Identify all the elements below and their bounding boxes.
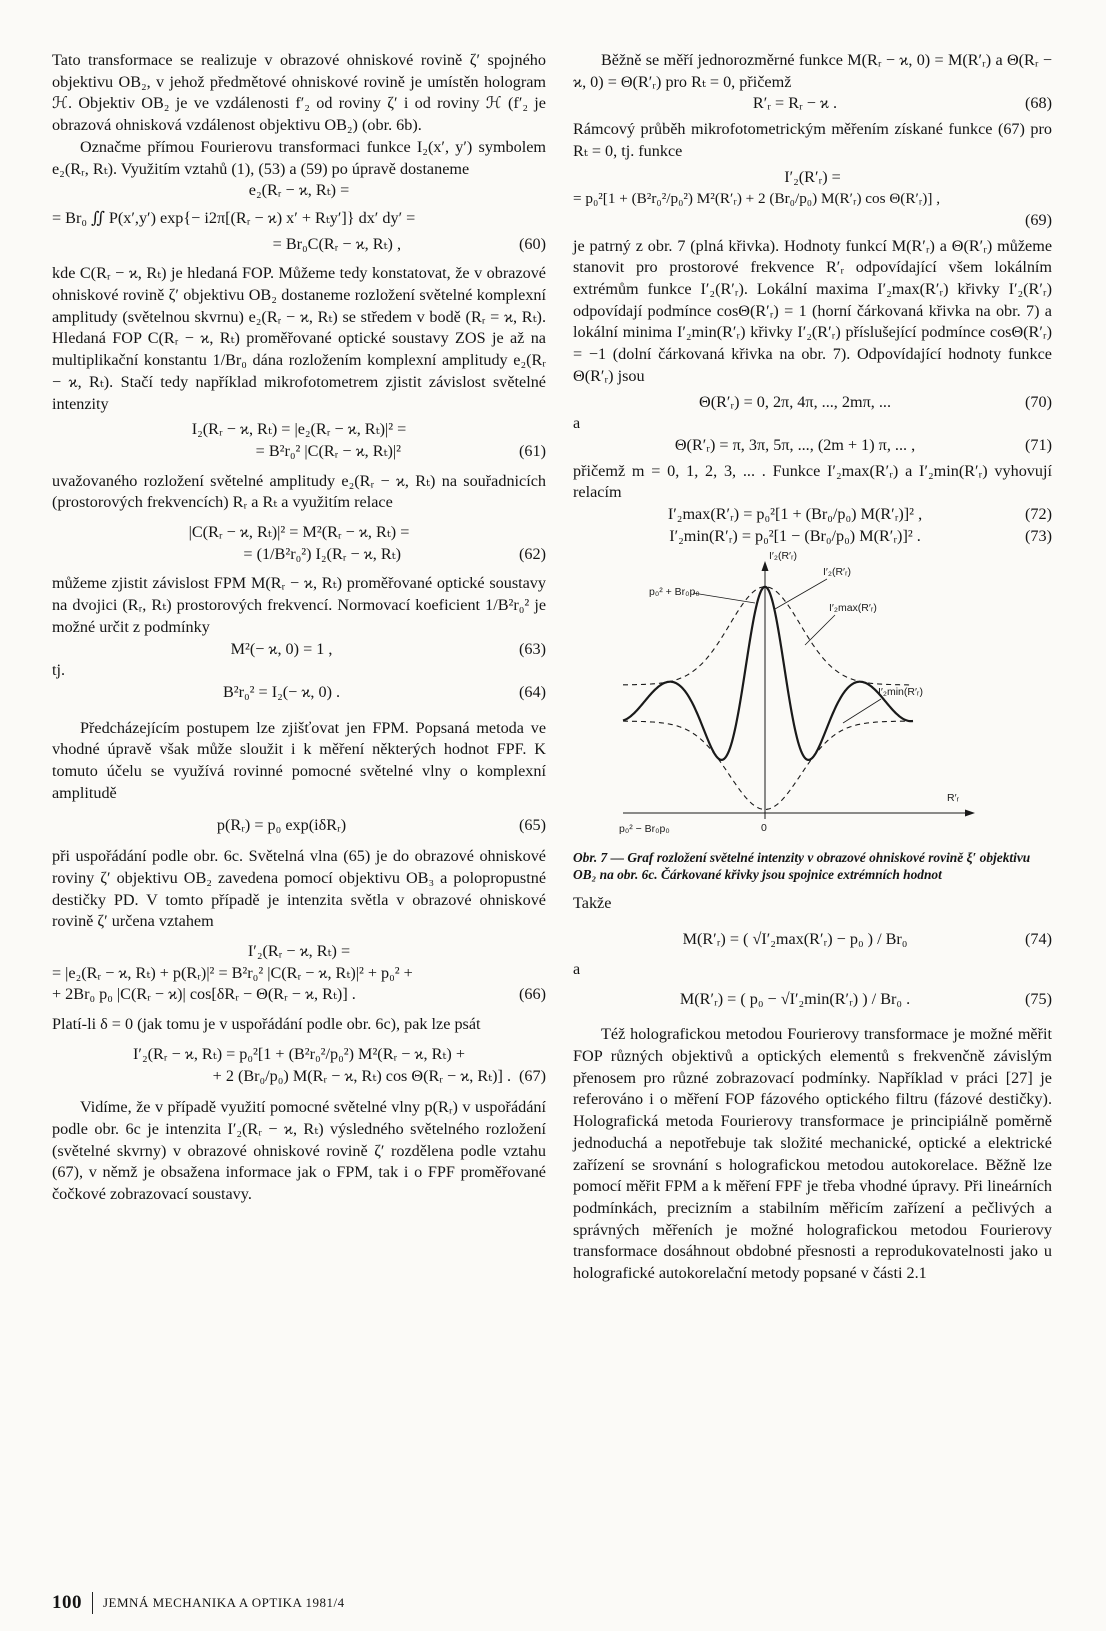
origin-label: 0 (761, 822, 767, 835)
equation-70: Θ(R′ᵣ) = 0, 2π, 4π, ..., 2mπ, ... (70) (699, 392, 1052, 411)
paragraph: uvažovaného rozložení světelné amplitudy e₂(Rᵣ − ϰ, Rₜ) na souřadnicích (prostorových frekvencích) Rᵣ a Rₜ a využitím relace (52, 471, 546, 512)
tj-label: tj. (52, 661, 66, 680)
lower-envelope-curve (623, 722, 913, 810)
leader-line (843, 699, 881, 723)
and-label: a (573, 414, 581, 433)
left-column (52, 50, 546, 1206)
takze-label: Takže (573, 894, 612, 913)
equation-72: I′₂max(R′ᵣ) = p₀²[1 + (Br₀/p₀) M(R′ᵣ)]² , (72) (667, 505, 1052, 524)
footer-divider (92, 1592, 93, 1614)
equation-67-line2: + 2 (Br₀/p₀) M(Rᵣ − ϰ, Rₜ) cos Θ(Rᵣ − ϰ, Rₜ)] . (67) (212, 1066, 546, 1085)
bottom-value-label: p₀² − Br₀p₀ (619, 823, 670, 836)
paragraph: Předcházejícím postupem lze zjišťovat jen FPM. Popsaná metoda ve vhodné úpravě však může sloužit i k měření některých hodnot FPF. K tomuto účelu se využívá rovinné pomocné světelné vlny o komplexní amplitudě (52, 718, 546, 802)
intensity-graph (573, 547, 1052, 847)
equation-64: B²r₀² = I₂(− ϰ, 0) . (64) (222, 682, 546, 701)
equation-60-line1: e₂(Rᵣ − ϰ, Rₜ) = (248, 181, 350, 200)
page-footer (52, 1592, 345, 1614)
leader-line (775, 579, 827, 609)
min-curve-label: I′₂min(R′ᵣ) (878, 686, 923, 699)
figure-caption: Obr. 7 — Graf rozložení světelné intenzity v obrazové ohniskové rovině ξ′ objektivu OB₂ na obr. 6c. Čárkované křivky jsou spojnice extrémních hodnot (573, 850, 1031, 883)
right-column (573, 50, 1052, 1285)
equation-73: I′₂min(R′ᵣ) = p₀²[1 − (Br₀/p₀) M(R′ᵣ)]² . (73) (669, 526, 1052, 545)
equation-61-line1: I₂(Rᵣ − ϰ, Rₜ) = |e₂(Rᵣ − ϰ, Rₜ)|² = (191, 420, 407, 439)
equation-62-line1: |C(Rᵣ − ϰ, Rₜ)|² = M²(Rᵣ − ϰ, Rₜ) = (188, 523, 410, 542)
equation-74: M(R′ᵣ) = ( √I′₂max(R′ᵣ) − p₀ ) / Br₀ (74) (682, 930, 1052, 949)
equation-65: p(Rᵣ) = p₀ exp(iδRᵣ) (65) (216, 815, 546, 834)
paragraph: Běžně se měří jednorozměrné funkce M(Rᵣ − ϰ, 0) = M(R′ᵣ) a Θ(Rᵣ − ϰ, 0) = Θ(R′ᵣ) pro Rₜ = 0, přičemž (573, 51, 1052, 91)
equation-66-line3: + 2Br₀ p₀ |C(Rᵣ − ϰ)| cos[δRᵣ − Θ(Rᵣ − ϰ, Rₜ)] . (66) (52, 985, 546, 1004)
equation-60-line3: = Br₀C(Rᵣ − ϰ, Rₜ) , (60) (52, 234, 546, 256)
figure-7 (573, 547, 1052, 847)
page-number: 100 (52, 1592, 82, 1613)
equation-62-line2: = (1/B²r₀²) I₂(Rᵣ − ϰ, Rₜ) (62) (243, 544, 546, 563)
paragraph: Vidíme, že v případě využití pomocné světelné vlny p(Rᵣ) v uspořádání podle obr. 6c je intenzita I′₂(Rᵣ − ϰ, Rₜ) výsledného světelného rozložení (světelné skvrny) v obrazové ohniskové rovině ζ′ rozdělena podle vztahu (67), v němž je obsažena informace jak o FPM, tak i o FPF proměřované čočkové zobrazovací soustavy. (52, 1098, 546, 1204)
paragraph: je patrný z obr. 7 (plná křivka). Hodnoty funkcí M(R′ᵣ) a Θ(R′ᵣ) můžeme stanovit pro prostorové frekvence R′ᵣ odpovídající všem lokálním extrémům funkce I′₂(R′ᵣ). Lokální maxima I′₂max(R′ᵣ) křivky I′₂(R′ᵣ) odpovídají podmínce cosΘ(R′ᵣ) = 1 (horní čárkovaná křivka na obr. 7) a lokální minima I′₂min(R′ᵣ) křivky I′₂(R′ᵣ) příslušející podmínce cosΘ(R′ᵣ) = −1 (dolní čárkovaná křivka na obr. 7). Odpovídající hodnoty funkce Θ(R′ᵣ) jsou (573, 236, 1052, 385)
paragraph: Platí-li δ = 0 (jak tomu je v uspořádání podle obr. 6c), pak lze psát (52, 1015, 481, 1034)
equation-63: M²(− ϰ, 0) = 1 , (63) (230, 639, 546, 658)
paragraph: při uspořádání podle obr. 6c. Světelná vlna (65) je do obrazové ohniskové roviny ζ′ objektivu OB₂ zavedena pomocí objektivu OB₃ a polopropustné destičky PD. V tomto případě je intenzita světla v obrazové ohniskové rovině ζ′ určena vztahem (52, 847, 546, 931)
paragraph: Tato transformace se realizuje v obrazové ohniskové rovině ζ′ spojného objektivu OB₂, v jehož předmětové ohniskové rovině je umístěn hologram ℋ. Objektiv OB₂ je ve vzdálenosti f′₂ od roviny ζ′ i od roviny ℋ (f′₂ je obrazová ohnisková vzdálenost objektivu OB₂) (obr. 6b). (52, 51, 546, 135)
equation-60-line2: = Br₀ ∬ P(x′,y′) exp{− i2π[(Rᵣ − ϰ) x′ + Rₜy′]} dx′ dy′ = (52, 208, 416, 227)
equation-75: M(R′ᵣ) = ( p₀ − √I′₂min(R′ᵣ) ) / Br₀ . (75) (679, 989, 1052, 1008)
y-axis-label: I′₂(R′ᵣ) (769, 550, 798, 563)
equation-66-line1: I′₂(Rᵣ − ϰ, Rₜ) = (247, 942, 351, 961)
paragraph: Označme přímou Fourierovu transformaci funkce I₂(x′, y′) symbolem e₂(Rᵣ, Rₜ). Využitím vztahů (1), (53) a (59) po úpravě dostaneme (52, 137, 546, 178)
equation-69-line1: I′₂(R′ᵣ) = (784, 167, 841, 186)
curve-label: I′₂(R′ᵣ) (823, 566, 852, 579)
equation-number: (60) (519, 234, 546, 253)
leader-line (805, 615, 835, 645)
y-axis-arrow (762, 561, 769, 571)
equation-61-line2: = B²r₀² |C(Rᵣ − ϰ, Rₜ)|² (61) (255, 441, 546, 460)
journal-name: JEMNÁ MECHANIKA A OPTIKA 1981/4 (103, 1595, 345, 1610)
top-value-label: p₀² + Br₀p₀ (649, 586, 700, 599)
equation-69-number: (69) (1025, 210, 1052, 229)
paragraph: přičemž m = 0, 1, 2, 3, ... . Funkce I′₂max(R′ᵣ) a I′₂min(R′ᵣ) vyhovují relacím (573, 461, 1052, 502)
equation-68: R′ᵣ = Rᵣ − ϰ . (68) (752, 94, 1052, 113)
max-curve-label: I′₂max(R′ᵣ) (829, 602, 877, 615)
paragraph: Též holografickou metodou Fourierovy transformace je možné měřit FOP různých objektivů a optických elementů s frekvenčně závislým přenosem pro různé zobrazovací podmínky. Například v práci [27] je referováno i o měření FOP fázového optického filtru (fázové destičky). Holografická metoda Fourierovy transformace je principiálně poměrně jednoduchá a nepotřebuje tak složité mechanické, optické a elektrické zařízení se srovnání s holografickou metodou autokorelace. Běžně lze pomocí měřit FPM a k měření FPF je třeba vhodné úpravy. Při lineárních podmínkách, precizním a stabilním měřicím zařízení a pečlivých a správných měřeních je možné holografickou metodou Fourierovy transformace dosáhnout obdobné přesnosti a reprodukovatelnosti jako u holografické autokorelační metody popsané v části 2.1 (573, 1025, 1052, 1283)
equation-67-line1: I′₂(Rᵣ − ϰ, Rₜ) = p₀²[1 + (B²r₀²/p₀²) M²(Rᵣ − ϰ, Rₜ) + (133, 1044, 465, 1063)
equation-66-line2: = |e₂(Rᵣ − ϰ, Rₜ) + p(Rᵣ)|² = B²r₀² |C(Rᵣ − ϰ, Rₜ)|² + p₀² + (52, 963, 413, 982)
equation-71: Θ(R′ᵣ) = π, 3π, 5π, ..., (2m + 1) π, ... , (71) (674, 435, 1052, 454)
x-axis-arrow (965, 810, 975, 817)
paragraph: kde C(Rᵣ − ϰ, Rₜ) je hledaná FOP. Můžeme tedy konstatovat, že v obrazové ohniskové rovině ζ′ objektivu OB₂ dostaneme rozložení světelné komplexní amplitudy (světelnou skvrnu) e₂(Rᵣ − ϰ, Rₜ) se středem v bodě (Rᵣ = ϰ, Rₜ). Hledaná FOP C(Rᵣ − ϰ, Rₜ) proměřované optické soustavy ZOS je až na multiplikační konstantu 1/Br₀ dána rozložením komplexní amplitudy e₂(Rᵣ − ϰ, Rₜ). Stačí tedy například mikrofotometrem zjistit závislost světelné intenzity (52, 264, 546, 413)
equation-69-line2: = p₀²[1 + (B²r₀²/p₀²) M²(R′ᵣ) + 2 (Br₀/p₀) M(R′ᵣ) cos Θ(R′ᵣ)] , (573, 190, 941, 208)
paragraph: můžeme zjistit závislost FPM M(Rᵣ − ϰ, Rₜ) proměřované optické soustavy na dvojici (Rᵣ, Rₜ) prostorových frekvencí. Normovací koeficient 1/B²r₀² je možné určit z podmínky (52, 574, 546, 636)
leader-line (693, 593, 755, 603)
and-label: a (573, 959, 581, 978)
x-axis-label: R′ᵣ (947, 792, 960, 805)
paragraph: Rámcový průběh mikrofotometrickým měřením získané funkce (67) pro Rₜ = 0, tj. funkce (573, 120, 1052, 160)
